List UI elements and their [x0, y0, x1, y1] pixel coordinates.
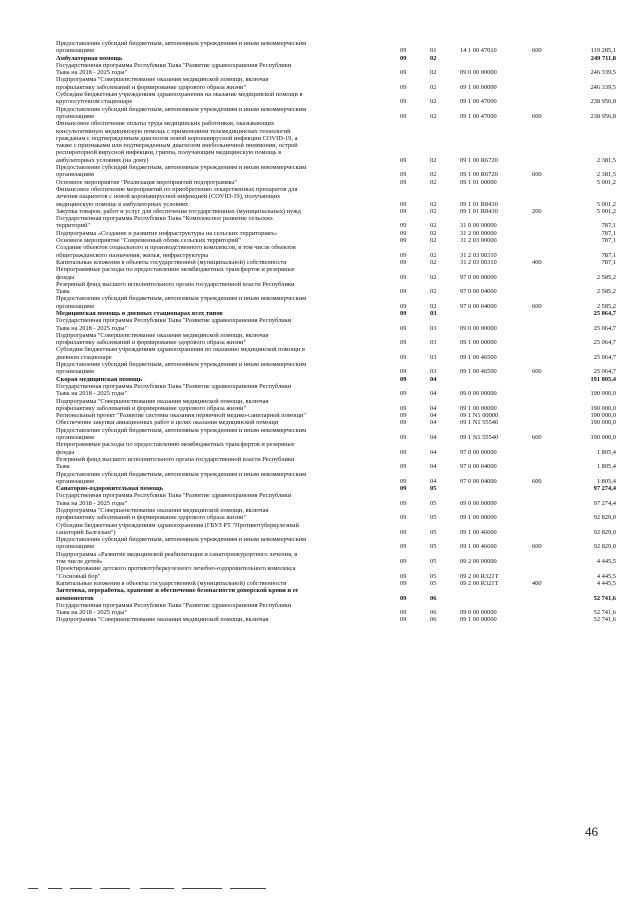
scan-line — [182, 888, 222, 889]
row-amount: 1 805,4 — [596, 448, 616, 456]
row-amount: 92 829,0 — [593, 528, 616, 536]
row-name: Предоставление субсидий бюджетным, автономным учреждениям и иным некоммерческим организациям — [56, 164, 307, 179]
row-target-code: 09 1 N1 00000 — [460, 412, 499, 420]
row-subsection: 02 — [430, 229, 437, 237]
row-name: Субсидии бюджетным учреждениям здравоохранения (ГБУЗ РТ "Противотуберкулезный санаторий Балгазын") — [56, 521, 299, 536]
row-section: 09 — [400, 528, 407, 536]
row-target-code: 09 1 00 00000 — [460, 514, 497, 522]
row-name: Государственная программа Республики Тыва "Комплексное развитие сельских территорий" — [56, 215, 273, 230]
row-target-code: 09 1 00 47000 — [460, 112, 497, 120]
row-target-code: 09 1 00 00000 — [460, 404, 497, 412]
row-name: Предоставление субсидий бюджетным, автономным учреждениям и иным некоммерческим организациям — [56, 426, 307, 442]
row-subsection: 02 — [430, 302, 437, 310]
row-subsection: 01 — [430, 47, 437, 55]
row-amount: 787,1 — [601, 258, 616, 266]
row-target-code: 09 1 N1 55540 — [460, 419, 499, 427]
row-amount: 238 956,8 — [590, 112, 616, 120]
table-row — [56, 106, 616, 121]
table-row — [56, 230, 616, 237]
row-section: 09 — [400, 390, 407, 398]
table-row — [56, 91, 616, 106]
row-name: Обеспечение закупки авиационных работ в целях оказания медицинской помощи — [56, 419, 279, 427]
row-subsection: 05 — [430, 543, 437, 551]
row-subsection: 06 — [430, 594, 437, 602]
table-row — [56, 164, 616, 179]
row-subsection: 02 — [430, 222, 437, 230]
table-row — [56, 76, 616, 91]
row-amount: 92 829,0 — [593, 514, 616, 522]
row-name: Предоставление субсидий бюджетным, автономным учреждениям и иным некоммерческим организациям — [56, 536, 307, 551]
row-name: Государственная программа Республики Тыва "Развитие здравоохранения Республики Тыва на 2018 - 2025 годы" — [56, 317, 292, 332]
row-name: Финансовое обеспечение мероприятий по приобретению лекарственных препаратов для лечения пациентов с новой коронавирусной инфекцией (COVID-19), получающих медицинскую помощь в амбулаторных условиях — [56, 185, 298, 208]
row-subsection: 02 — [430, 251, 437, 259]
row-name: Основное мероприятие "Современный облик сельских территорий" — [56, 237, 241, 245]
row-section: 09 — [400, 558, 407, 566]
table-row — [56, 266, 616, 281]
row-subsection: 05 — [430, 528, 437, 536]
row-amount: 190 000,0 — [590, 404, 616, 412]
table-row — [56, 281, 616, 296]
row-target-code: 09 1 00 00000 — [460, 339, 497, 347]
row-amount: 190 000,0 — [590, 390, 616, 398]
row-target-code: 09 2 00 R321T — [460, 579, 499, 587]
row-subsection: 05 — [430, 558, 437, 566]
row-amount: 190 000,0 — [590, 434, 616, 442]
row-name: Предоставление субсидий бюджетным, автономным учреждениям и иным некоммерческим организациям — [56, 295, 307, 310]
row-section: 09 — [400, 54, 407, 62]
table-row — [56, 616, 616, 623]
row-subsection: 04 — [430, 463, 437, 471]
row-subsection: 02 — [430, 156, 437, 164]
table-row — [56, 419, 616, 426]
row-section: 09 — [400, 178, 407, 186]
row-amount: 249 711,8 — [590, 54, 616, 62]
row-amount: 97 274,4 — [593, 485, 616, 493]
row-subsection: 04 — [430, 419, 437, 427]
row-name: Государственная программа Республики Тыва "Развитие здравоохранения Республики Тыва на 2018 - 2025 годы" — [56, 601, 292, 617]
row-target-code: 31 0 00 00000 — [460, 222, 497, 230]
row-amount: 4 445,5 — [596, 572, 616, 580]
scan-line — [230, 888, 266, 889]
row-name: Скорая медицинская помощь — [56, 375, 142, 383]
scan-line — [70, 888, 92, 889]
row-amount: 787,1 — [601, 229, 616, 237]
row-target-code: 97 0 00 04000 — [460, 302, 497, 310]
table-row — [56, 120, 616, 164]
row-amount: 5 001,2 — [596, 178, 616, 186]
row-name: Медицинская помощь в дневных стационарах всех типов — [56, 309, 223, 317]
row-amount: 787,1 — [601, 237, 616, 245]
row-expense-type: 600 — [532, 302, 542, 310]
row-subsection: 02 — [430, 171, 437, 179]
row-section: 09 — [400, 309, 407, 317]
row-subsection: 02 — [430, 69, 437, 77]
row-amount: 2 381,5 — [596, 171, 616, 179]
table-row — [56, 412, 616, 419]
row-section: 09 — [400, 463, 407, 471]
row-section: 09 — [400, 258, 407, 266]
row-subsection: 02 — [430, 237, 437, 245]
row-section: 09 — [400, 288, 407, 296]
row-subsection: 06 — [430, 616, 437, 624]
row-target-code: 97 0 00 00000 — [460, 448, 497, 456]
table-row — [56, 441, 616, 456]
row-section: 09 — [400, 302, 407, 310]
row-target-code: 97 0 00 04000 — [460, 463, 497, 471]
row-section: 09 — [400, 339, 407, 347]
row-subsection: 05 — [430, 572, 437, 580]
row-amount: 238 956,8 — [590, 98, 616, 106]
row-target-code: 09 0 00 00000 — [460, 324, 497, 332]
row-amount: 25 064,7 — [593, 368, 616, 376]
row-name: Резервный фонд высшего исполнительного органа государственной власти Республики Тыва — [56, 280, 295, 296]
table-row — [56, 332, 616, 347]
row-amount: 1 805,4 — [596, 463, 616, 471]
row-section: 09 — [400, 237, 407, 245]
row-target-code: 09 2 00 R321T — [460, 572, 499, 580]
row-name: Подпрограмма "Совершенствование оказания медицинской помощи, включая профилактику заболеваний и формирование здорового образа жизни" — [56, 76, 269, 91]
row-section: 09 — [400, 448, 407, 456]
table-row — [56, 55, 616, 62]
row-expense-type: 200 — [532, 207, 542, 215]
table-row — [56, 179, 616, 186]
row-section: 09 — [400, 609, 407, 617]
row-subsection: 02 — [430, 83, 437, 91]
row-name: Амбулаторная помощь — [56, 54, 123, 62]
row-target-code: 09 0 00 00000 — [460, 69, 497, 77]
row-amount: 92 829,0 — [593, 543, 616, 551]
table-row — [56, 471, 616, 486]
scan-line — [140, 888, 174, 889]
row-subsection: 06 — [430, 609, 437, 617]
row-target-code: 09 1 00 47000 — [460, 98, 497, 106]
row-amount: 119 285,1 — [590, 47, 616, 55]
table-row — [56, 346, 616, 361]
table-row — [56, 237, 616, 244]
row-section: 09 — [400, 412, 407, 420]
table-row — [56, 259, 616, 266]
row-subsection: 02 — [430, 54, 437, 62]
row-name: Субсидии бюджетным учреждениям здравоохранения на оказание медицинской помощи в круглосуточном стационаре — [56, 91, 303, 106]
row-section: 09 — [400, 368, 407, 376]
row-target-code: 09 0 00 00000 — [460, 390, 497, 398]
row-section: 09 — [400, 273, 407, 281]
table-row — [56, 310, 616, 317]
row-subsection: 02 — [430, 200, 437, 208]
row-name: Подпрограмма "Совершенствование оказания медицинской помощи, включая профилактику заболеваний и формирование здорового образа жизни" — [56, 397, 269, 412]
row-section: 09 — [400, 200, 407, 208]
row-target-code: 09 1 00 46600 — [460, 543, 497, 551]
table-row — [56, 551, 616, 566]
row-amount: 25 064,7 — [593, 309, 616, 317]
row-section: 09 — [400, 579, 407, 587]
row-target-code: 09 1 N1 55540 — [460, 434, 499, 442]
table-row — [56, 186, 616, 208]
row-section: 09 — [400, 47, 407, 55]
row-subsection: 05 — [430, 514, 437, 522]
row-amount: 52 741,6 — [593, 609, 616, 617]
row-name: Подпрограмма "Совершенствование оказания медицинской помощи, включая профилактику заболеваний и формирование здорового образа жизни" — [56, 331, 269, 347]
row-name: Капитальные вложения в объекты государственной (муниципальной) собственности — [56, 258, 287, 266]
row-section: 09 — [400, 616, 407, 624]
row-name: Государственная программа Республики Тыва "Развитие здравоохранения Республики Тыва на 2018 - 2025 годы" — [56, 61, 292, 77]
row-name: Создание объектов социального и производственного комплексов, в том числе объектов общегражданского назначения, жилья, инфраструктуры — [56, 244, 296, 259]
row-name: Предоставление субсидий бюджетным, автономным учреждениям и иным некоммерческим организациям — [56, 470, 307, 485]
table-row — [56, 361, 616, 376]
row-section: 09 — [400, 434, 407, 442]
table-row — [56, 587, 616, 602]
row-name: Основное мероприятие "Реализация мероприятий подпрограммы" — [56, 178, 237, 186]
row-section: 09 — [400, 404, 407, 412]
row-amount: 52 741,6 — [593, 594, 616, 602]
row-name: Подпрограмма "Совершенствование оказания медицинской помощи, включая — [56, 616, 269, 624]
table-row — [56, 565, 616, 580]
table-row — [56, 580, 616, 587]
row-subsection: 04 — [430, 412, 437, 420]
row-target-code: 09 2 00 00000 — [460, 558, 497, 566]
row-target-code: 09 1 00 00000 — [460, 616, 497, 624]
row-name: Подпрограмма «Развитие медицинской реабилитации и санаторнокурортного лечения, в том числе детей» — [56, 550, 298, 566]
row-target-code: 09 0 00 00000 — [460, 609, 497, 617]
row-subsection: 02 — [430, 112, 437, 120]
row-section: 09 — [400, 419, 407, 427]
row-amount: 787,1 — [601, 222, 616, 230]
row-name: Предоставление субсидий бюджетным, автономным учреждениям и иным некоммерческим организациям — [56, 361, 307, 376]
row-name: Субсидии бюджетным учреждениям здравоохранения по оказанию медицинской помощи в дневном стационаре — [56, 346, 305, 361]
table-row — [56, 536, 616, 551]
table-row — [56, 485, 616, 492]
row-expense-type: 600 — [532, 434, 542, 442]
budget-table — [56, 40, 616, 624]
page-number: 46 — [585, 824, 598, 839]
table-row — [56, 317, 616, 332]
row-subsection: 03 — [430, 339, 437, 347]
row-target-code: 09 1 01 R8430 — [460, 207, 498, 215]
row-subsection: 03 — [430, 353, 437, 361]
row-expense-type: 600 — [532, 477, 542, 485]
row-amount: 4 445,5 — [596, 558, 616, 566]
row-amount: 787,1 — [601, 251, 616, 259]
row-expense-type: 600 — [532, 171, 542, 179]
row-section: 09 — [400, 375, 407, 383]
row-target-code: 14 1 00 47010 — [460, 47, 497, 55]
row-subsection: 02 — [430, 258, 437, 266]
row-name: Финансовое обеспечение оплаты труда медицинских работников, оказывающих консультативную медицинскую помощь с применением телемедицинских технологий гражданам с подтвержденным диагнозом новой коронавирусной инфекции COVID-19, а также с признаками или подтвержденным диагнозом внебольничной пневмонии, острой респираторной вирусной инфекции, гриппа, получающим медицинскую помощь в амбулаторных условиях (на дому) — [56, 120, 298, 164]
table-row — [56, 40, 616, 55]
row-name: Капитальные вложения в объекты государственной (муниципальной) собственности — [56, 579, 287, 587]
row-name: Заготовка, переработка, хранение и обеспечение безопасности донорской крови и ее компонентов — [56, 587, 299, 602]
row-section: 09 — [400, 485, 407, 493]
table-row — [56, 62, 616, 77]
row-target-code: 09 1 00 46600 — [460, 528, 497, 536]
row-section: 09 — [400, 514, 407, 522]
row-section: 09 — [400, 83, 407, 91]
row-subsection: 04 — [430, 477, 437, 485]
scan-line — [100, 888, 130, 889]
row-target-code: 09 0 00 00000 — [460, 499, 497, 507]
row-amount: 190 000,0 — [590, 419, 616, 427]
table-row — [56, 456, 616, 471]
row-section: 09 — [400, 229, 407, 237]
row-amount: 191 805,4 — [590, 375, 616, 383]
scan-line — [28, 888, 38, 889]
row-subsection: 05 — [430, 579, 437, 587]
row-target-code: 09 1 01 00000 — [460, 178, 497, 186]
table-row — [56, 398, 616, 413]
row-name: Проектирование детского противотуберкулезного лечебно-оздоровительного комплекса "Сосновый бор" — [56, 565, 296, 580]
row-subsection: 03 — [430, 324, 437, 332]
row-target-code: 31 2 03 00310 — [460, 258, 497, 266]
row-name: Региональный проект "Развитие системы оказания первичной медико-санитарной помощи" — [56, 412, 306, 420]
row-section: 09 — [400, 156, 407, 164]
row-section: 09 — [400, 572, 407, 580]
row-amount: 2 585,2 — [596, 273, 616, 281]
row-subsection: 02 — [430, 207, 437, 215]
row-subsection: 02 — [430, 288, 437, 296]
row-name: Закупка товаров, работ и услуг для обеспечения государственных (муниципальных) нужд — [56, 207, 301, 215]
row-section: 09 — [400, 594, 407, 602]
row-amount: 1 805,4 — [596, 477, 616, 485]
row-section: 09 — [400, 324, 407, 332]
row-section: 09 — [400, 98, 407, 106]
table-row — [56, 295, 616, 310]
row-expense-type: 600 — [532, 47, 542, 55]
row-name: Предоставление субсидий бюджетным, автономным учреждениям и иным некоммерческим организациям — [56, 40, 307, 55]
row-target-code: 09 1 00 46500 — [460, 368, 497, 376]
row-section: 09 — [400, 353, 407, 361]
row-expense-type: 600 — [532, 112, 542, 120]
row-amount: 4 445,5 — [596, 579, 616, 587]
row-name: Подпрограмма "Совершенствование оказания медицинской помощи, включая профилактику заболеваний и формирование здорового образа жизни" — [56, 507, 269, 522]
row-amount: 5 001,2 — [596, 200, 616, 208]
row-target-code: 97 0 00 04000 — [460, 477, 497, 485]
table-row — [56, 507, 616, 522]
row-name: Подпрограмма «Создание и развитие инфраструктуры на сельских территориях» — [56, 229, 278, 237]
row-target-code: 31 2 03 00310 — [460, 251, 497, 259]
row-subsection: 04 — [430, 390, 437, 398]
row-amount: 97 274,4 — [593, 499, 616, 507]
row-name: Государственная программа Республики Тыва "Развитие здравоохранения Республики Тыва на 2018 - 2025 годы" — [56, 382, 292, 398]
scan-line — [48, 888, 62, 889]
row-name: Предоставление субсидий бюджетным, автономным учреждениям и иным некоммерческим организациям — [56, 105, 307, 120]
row-name: Непрограммные расходы по предоставлению межбюджетных трансфертов и резервные фонды — [56, 441, 295, 456]
row-subsection: 04 — [430, 434, 437, 442]
row-section: 09 — [400, 222, 407, 230]
row-section: 09 — [400, 477, 407, 485]
row-subsection: 05 — [430, 485, 437, 493]
row-name: Непрограммные расходы по предоставлению межбюджетных трансфертов и резервные фонды — [56, 266, 295, 281]
row-expense-type: 600 — [532, 368, 542, 376]
row-name: Санаторно-оздоровительная помощь — [56, 485, 163, 493]
row-expense-type: 400 — [532, 258, 542, 266]
table-row — [56, 427, 616, 442]
row-amount: 190 000,0 — [590, 412, 616, 420]
row-target-code: 09 1 00 R6720 — [460, 171, 498, 179]
row-amount: 246 339,5 — [590, 83, 616, 91]
row-amount: 2 381,5 — [596, 156, 616, 164]
row-section: 09 — [400, 112, 407, 120]
table-row — [56, 492, 616, 507]
row-target-code: 09 1 01 R8430 — [460, 200, 498, 208]
row-subsection: 04 — [430, 404, 437, 412]
row-section: 09 — [400, 499, 407, 507]
row-target-code: 31 2 03 00000 — [460, 237, 497, 245]
table-row — [56, 215, 616, 230]
table-row — [56, 522, 616, 537]
row-amount: 25 064,7 — [593, 324, 616, 332]
row-name: Резервный фонд высшего исполнительного органа государственной власти Республики Тыва — [56, 455, 295, 471]
row-section: 09 — [400, 251, 407, 259]
row-target-code: 09 1 00 46500 — [460, 353, 497, 361]
row-amount: 52 741,6 — [593, 616, 616, 624]
row-target-code: 09 1 00 R6720 — [460, 156, 498, 164]
table-row — [56, 602, 616, 617]
row-subsection: 02 — [430, 98, 437, 106]
row-subsection: 02 — [430, 273, 437, 281]
row-amount: 25 064,7 — [593, 353, 616, 361]
row-section: 09 — [400, 171, 407, 179]
row-expense-type: 600 — [532, 543, 542, 551]
row-target-code: 31 2 00 00000 — [460, 229, 497, 237]
row-name: Государственная программа Республики Тыва "Развитие здравоохранения Республики Тыва на 2018 - 2025 годы" — [56, 492, 292, 507]
row-amount: 246 339,5 — [590, 69, 616, 77]
row-subsection: 03 — [430, 368, 437, 376]
row-amount: 2 585,2 — [596, 288, 616, 296]
table-row — [56, 383, 616, 398]
row-amount: 2 585,2 — [596, 302, 616, 310]
row-amount: 5 001,2 — [596, 207, 616, 215]
row-section: 09 — [400, 207, 407, 215]
row-amount: 25 064,7 — [593, 339, 616, 347]
table-row — [56, 208, 616, 215]
row-subsection: 04 — [430, 448, 437, 456]
row-section: 09 — [400, 69, 407, 77]
table-row — [56, 244, 616, 259]
row-subsection: 04 — [430, 375, 437, 383]
table-row — [56, 376, 616, 383]
row-target-code: 97 0 00 04000 — [460, 288, 497, 296]
row-subsection: 05 — [430, 499, 437, 507]
row-target-code: 97 0 00 00000 — [460, 273, 497, 281]
row-subsection: 02 — [430, 178, 437, 186]
row-expense-type: 400 — [532, 579, 542, 587]
row-section: 09 — [400, 543, 407, 551]
row-subsection: 03 — [430, 309, 437, 317]
row-target-code: 09 1 00 00000 — [460, 83, 497, 91]
